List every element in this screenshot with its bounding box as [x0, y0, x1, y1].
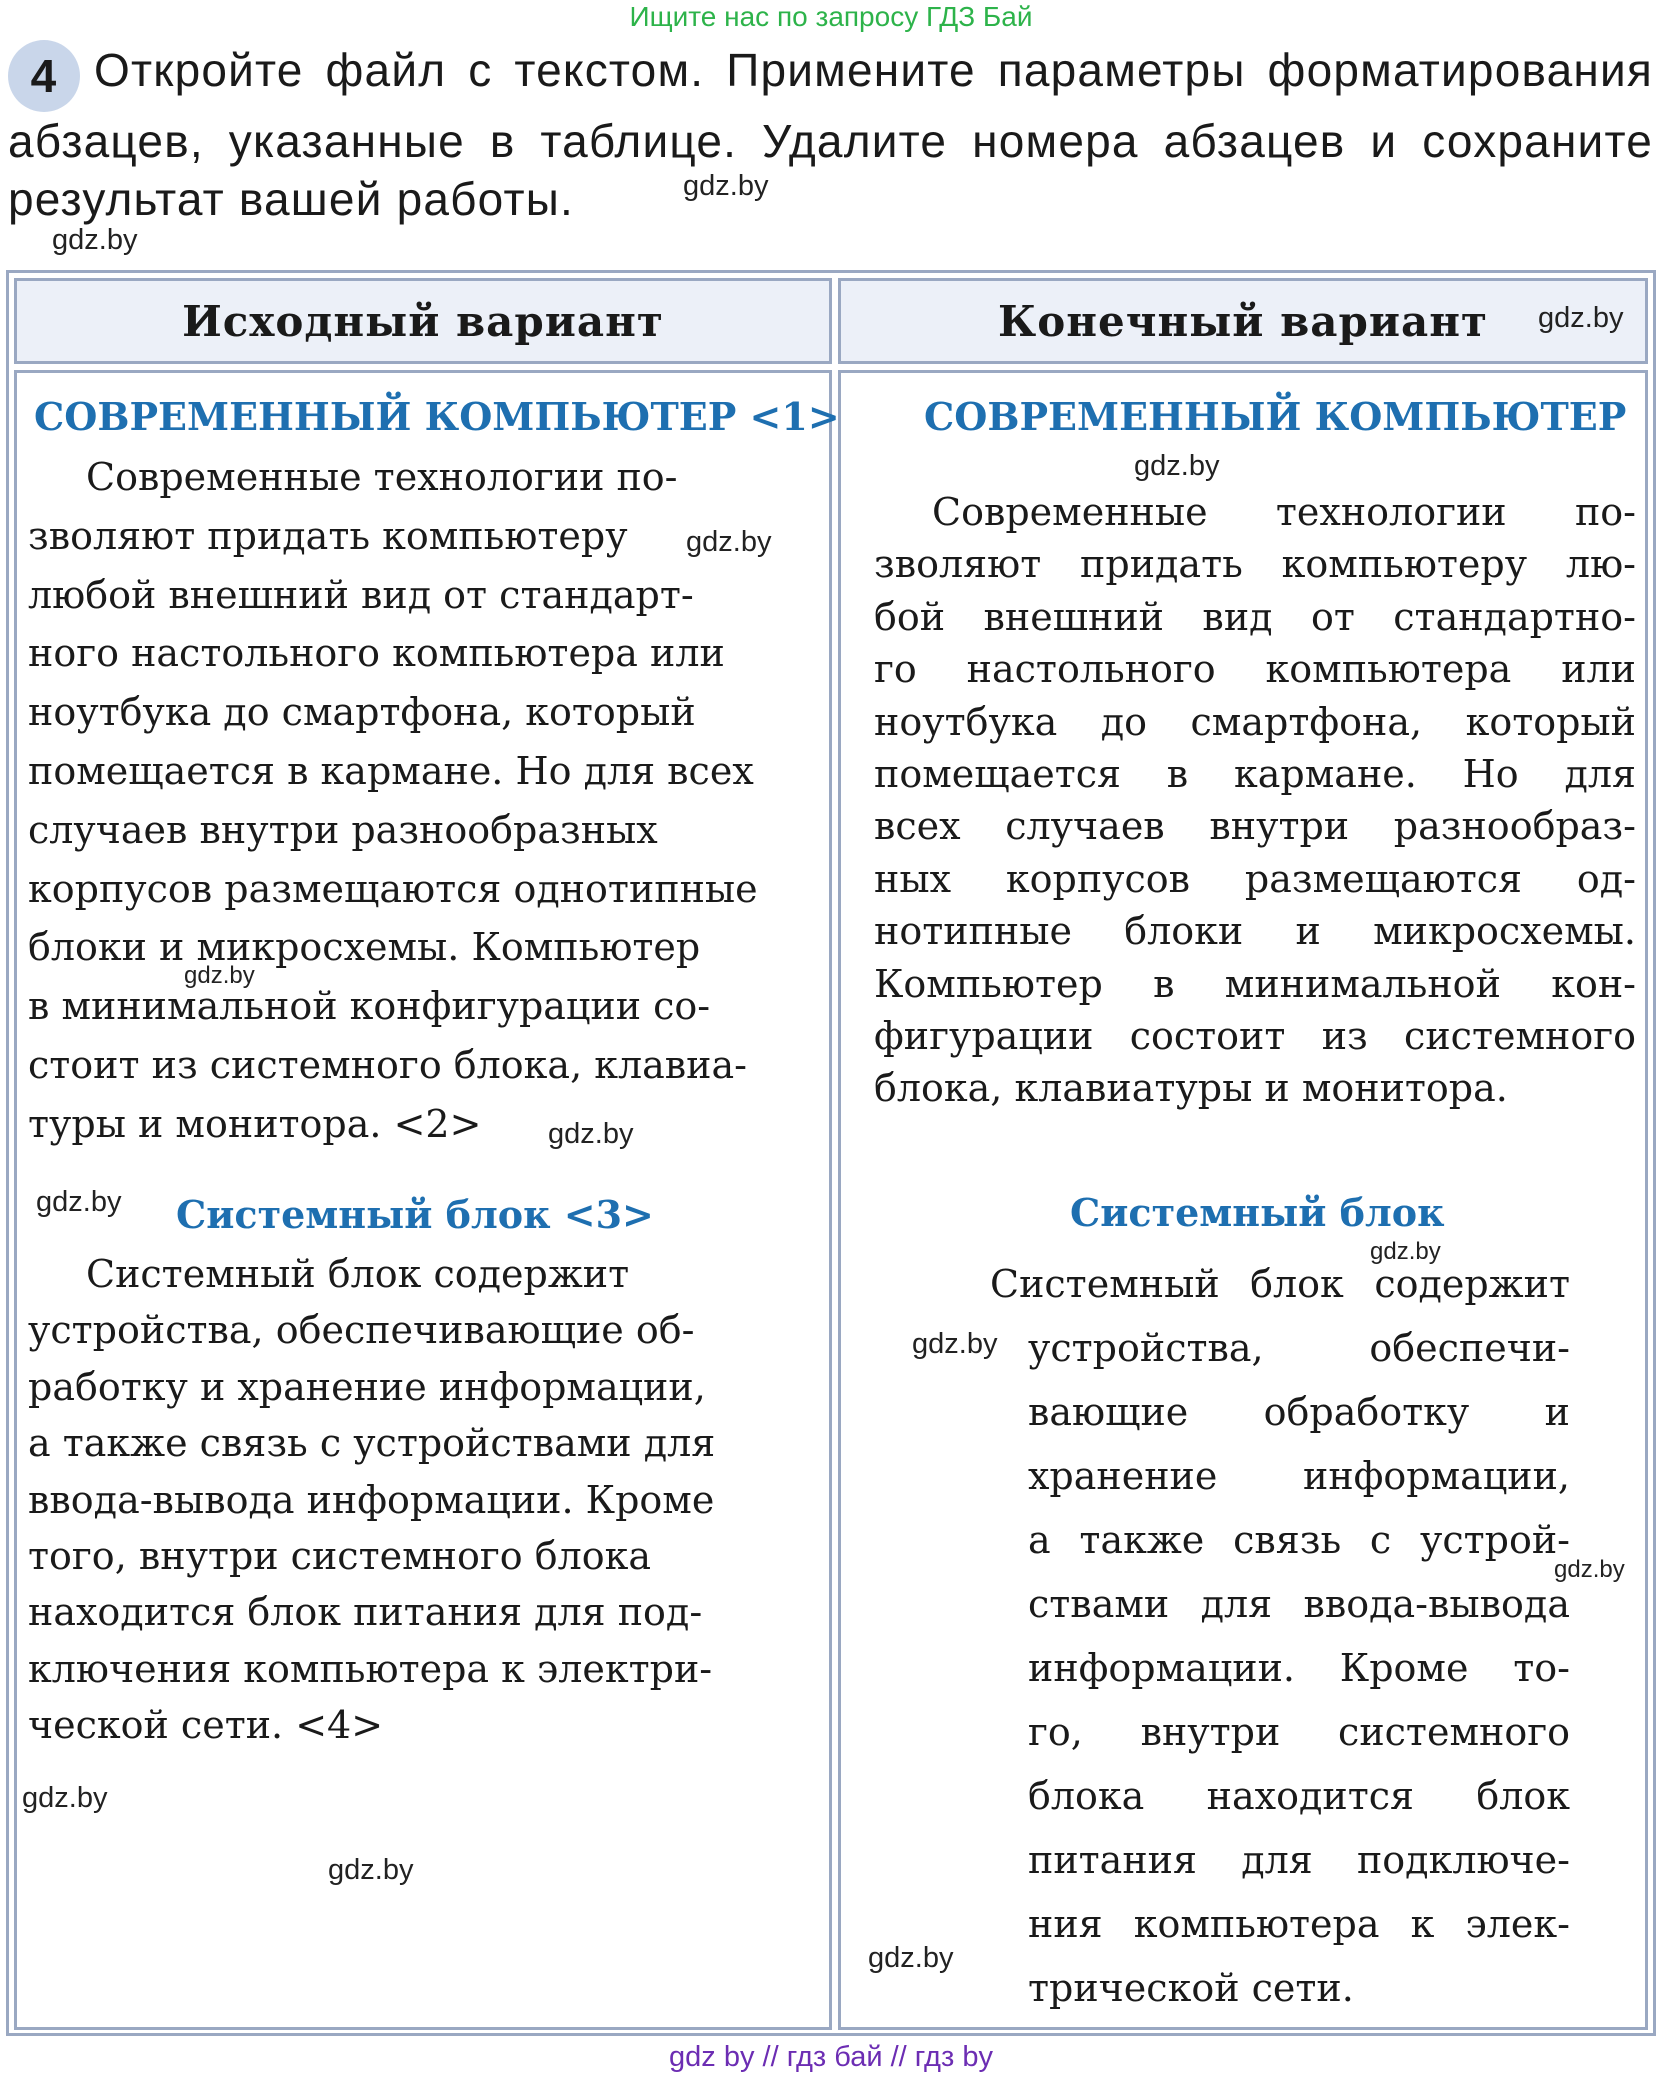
text-line: ного настольного компьютера или: [28, 631, 725, 676]
text-line: а также связь с устройствами для: [28, 1421, 716, 1466]
text-line: информации. Кроме то-: [1028, 1646, 1570, 1690]
watermark: gdz.by: [184, 962, 255, 989]
text-line: ния компьютера к элек-: [1028, 1902, 1570, 1946]
text-line: устройства, обеспечивающие об-: [28, 1308, 695, 1353]
text-line: Системный блок содержит: [86, 1252, 630, 1296]
text-line: ческой сети. <4>: [28, 1703, 384, 1748]
text-line: бой внешний вид от стандартно-: [874, 594, 1636, 639]
text-line: блока, клавиатуры и монитора.: [874, 1066, 1508, 1111]
watermark: gdz.by: [52, 224, 138, 256]
task-text: Откройте файл с текстом. Примените параметры форматирования абзацев, указанные в таблице. Удалите номера абзацев и сохраните результат вашей работы.: [8, 44, 1653, 225]
task-statement: [8, 40, 1653, 228]
text-line: Системный блок содержит: [990, 1262, 1570, 1306]
text-line: стоит из системного блока, клавиа-: [28, 1042, 747, 1087]
original-title-2: Системный блок <3>: [176, 1192, 654, 1237]
text-line: ноутбука до смартфона, который: [28, 690, 696, 735]
text-line: помещается в кармане. Но для: [874, 752, 1636, 797]
text-line: любой внешний вид от стандарт-: [28, 572, 694, 617]
text-line: а также связь с устрой-: [1028, 1518, 1570, 1562]
bottom-banner: gdz by // гдз бай // гдз by: [669, 2041, 993, 2073]
text-line: помещается в кармане. Но для всех: [28, 748, 754, 793]
header-final: [838, 278, 1648, 364]
text-line: ввода-вывода информации. Кроме: [28, 1477, 715, 1522]
text-line: ключения компьютера к электри-: [28, 1646, 713, 1691]
text-line: в минимальной конфигурации со-: [28, 984, 711, 1029]
watermark: gdz.by: [22, 1782, 108, 1814]
text-line: трической сети.: [1028, 1966, 1354, 2010]
text-line: го настольного компьютера или: [874, 647, 1636, 692]
text-line: того, внутри системного блока: [28, 1534, 652, 1579]
watermark: gdz.by: [328, 1854, 414, 1886]
text-line: случаев внутри разнообразных: [28, 807, 658, 852]
text-line: хранение информации,: [1028, 1454, 1570, 1498]
text-line: ных корпусов размещаются од-: [874, 856, 1636, 901]
text-line: вающие обработку и: [1028, 1390, 1570, 1434]
watermark: gdz.by: [1554, 1556, 1625, 1583]
text-line: работку и хранение информации,: [28, 1364, 706, 1409]
top-banner: Ищите нас по запросу ГДЗ Бай: [629, 1, 1033, 32]
header-original: [14, 278, 832, 364]
final-title-2: Системный блок: [1070, 1190, 1445, 1235]
text-line: Компьютер в минимальной кон-: [874, 961, 1636, 1006]
final-paragraph-2: [990, 1252, 1570, 2020]
header-original-label: Исходный вариант: [182, 296, 664, 346]
watermark: gdz.by: [686, 526, 772, 558]
text-line: блоки и микросхемы. Компьютер: [28, 925, 701, 970]
text-line: фигурации состоит из системного: [874, 1014, 1636, 1059]
text-line: блока находится блок: [1028, 1774, 1570, 1818]
text-line: питания для подключе-: [1028, 1838, 1570, 1882]
watermark: gdz.by: [1370, 1238, 1441, 1265]
watermark: gdz.by: [868, 1942, 954, 1974]
watermark: gdz.by: [36, 1186, 122, 1218]
text-line: устройства, обеспечи-: [1028, 1326, 1570, 1370]
watermark: gdz.by: [1134, 450, 1220, 482]
text-line: ствами для ввода-вывода: [1028, 1582, 1570, 1626]
watermark: gdz.by: [1538, 302, 1624, 334]
text-line: зволяют придать компьютеру: [28, 513, 628, 558]
task-number-badge: 4: [8, 40, 80, 112]
text-line: находится блок питания для под-: [28, 1590, 703, 1635]
text-line: зволяют придать компьютеру лю-: [874, 542, 1636, 587]
text-line: всех случаев внутри разнообраз-: [874, 804, 1636, 849]
watermark: gdz.by: [683, 170, 769, 202]
text-line: ноутбука до смартфона, который: [874, 699, 1636, 744]
original-title-1: СОВРЕМЕННЫЙ КОМПЬЮТЕР <1>: [34, 394, 840, 439]
watermark: gdz.by: [548, 1118, 634, 1150]
text-line: Современные технологии по-: [86, 455, 678, 499]
final-title-1: СОВРЕМЕННЫЙ КОМПЬЮТЕР: [924, 394, 1627, 439]
final-paragraph-1: [874, 486, 1636, 1115]
watermark: gdz.by: [912, 1328, 998, 1360]
text-line: Современные технологии по-: [932, 490, 1636, 534]
text-line: корпусов размещаются однотипные: [28, 866, 758, 911]
text-line: го, внутри системного: [1028, 1710, 1570, 1754]
text-line: туры и монитора. <2>: [28, 1101, 482, 1146]
text-line: нотипные блоки и микросхемы.: [874, 909, 1636, 954]
header-final-label: Конечный вариант: [998, 296, 1488, 346]
original-paragraph-2: [28, 1246, 808, 1754]
